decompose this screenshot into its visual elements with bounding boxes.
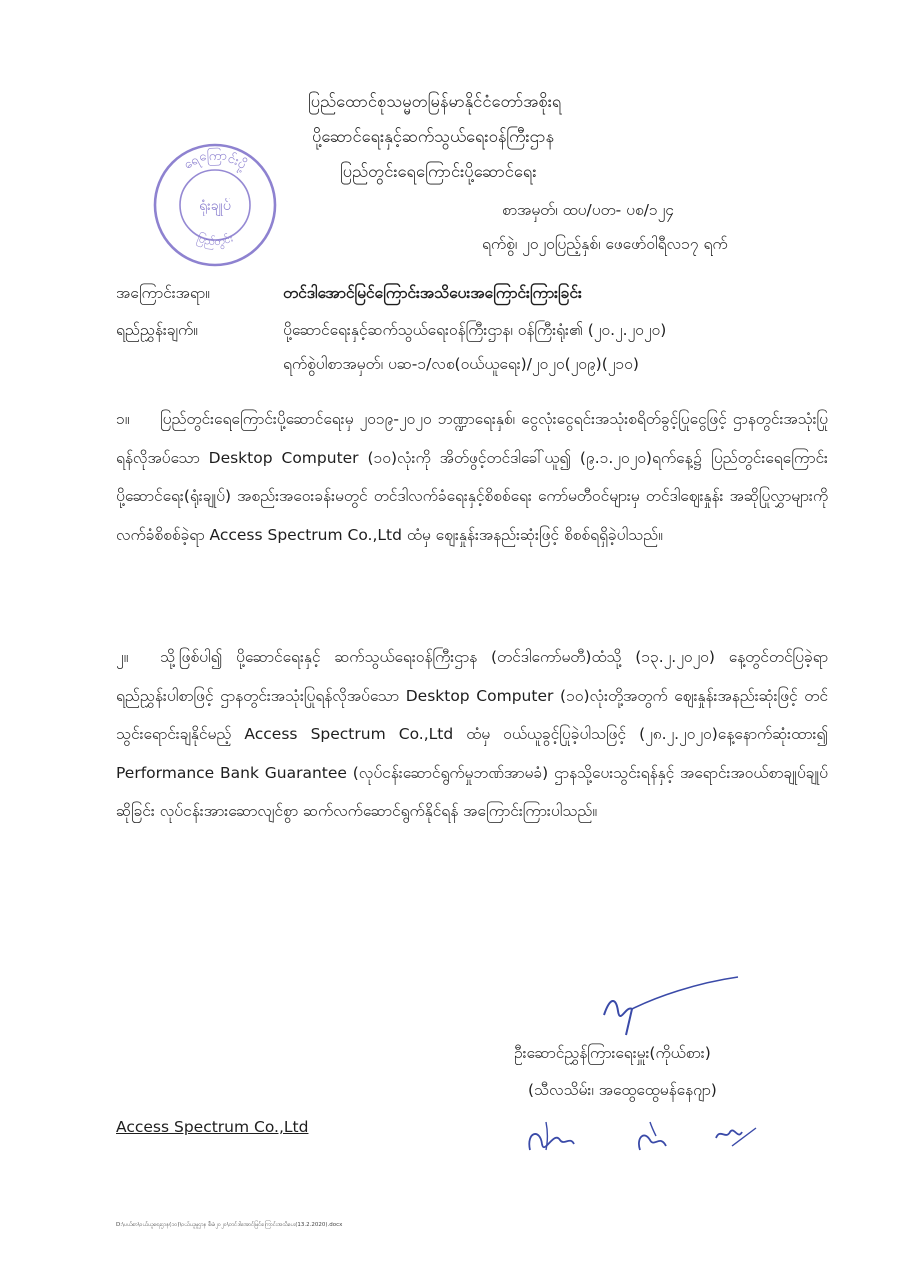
paragraph-number: ၂။	[116, 648, 129, 666]
office-stamp	[150, 140, 280, 270]
paragraph-text: သို့ဖြစ်ပါ၍ ပို့ဆောင်ရေးနှင့် ဆက်သွယ်ရေးဝန်ကြီးဌာန (တင်ဒါကော်မတီ)ထံသို့ (၁၃.၂.၂၀၂၀) နေ့တွင်တင်ပြခဲ့ရာရည်ညွှန်းပါစာဖြင့် ဌာနတွင်းအသုံးပြုရန်လိုအပ်သော Desktop Computer (၁၀)လုံးတို့အတွက် ဈေးနှုန်းအနည်းဆုံးဖြင့် တင်သွင်းရောင်းချနိုင်မည့် Access Spectrum Co.,Ltd ထံမှ ဝယ်ယူခွင့်ပြုခဲ့ပါသဖြင့် (၂၈.၂.၂၀၂၀)နေ့နောက်ဆုံးထား၍ Performance Bank Guarantee (လုပ်ငန်းဆောင်ရွက်မှုဘဏ်အာမခံ) ဌာနသို့ပေးသွင်းရန်နှင့် အရောင်းအဝယ်စာချုပ်ချုပ်ဆိုခြင်း လုပ်ငန်းအားဆောလျင်စွာ ဆက်လက်ဆောင်ရွက်နိုင်ရန် အကြောင်းကြားပါသည်။	[116, 648, 828, 820]
paragraph-number: ၁။	[116, 410, 130, 428]
handwritten-initials	[520, 1110, 780, 1170]
reference-line-1: ပို့ဆောင်ရေးနှင့်ဆက်သွယ်ရေးဝန်ကြီးဌာန၊ ဝန်ကြီးရုံး၏ (၂၀.၂.၂၀၂၀)	[283, 321, 667, 339]
letterhead-line-2: ပို့ဆောင်ရေးနှင့်ဆက်သွယ်ရေးဝန်ကြီးဌာန	[312, 127, 554, 146]
recipient-company: Access Spectrum Co.,Ltd	[116, 1118, 309, 1136]
handwritten-signature	[596, 975, 746, 1045]
reference-line-2: ရက်စွဲပါစာအမှတ်၊ ပဆ-၁/လစ(ဝယ်ယူရေး)/၂၀၂၀(၂၀၉)(၂၁၀)	[283, 355, 639, 373]
letter-date: ရက်စွဲ၊ ၂၀၂၀ပြည့်နှစ်၊ ဖေဖော်ဝါရီလ၁၇ ရက်	[482, 235, 728, 253]
subject-text: တင်ဒါအောင်မြင်ကြောင်းအသိပေးအကြောင်းကြားခြင်း	[283, 284, 582, 302]
letter-number: စာအမှတ်၊ ထပ/ပတ- ပစ/၁၂၄	[502, 201, 674, 219]
paragraph-text: ပြည်တွင်းရေကြောင်းပို့ဆောင်ရေးမှ ၂၀၁၉-၂၀၂၀ ဘဏ္ဍာရေးနှစ်၊ ငွေလုံးငွေရင်းအသုံးစရိတ်ခွင့်ပြုငွေဖြင့် ဌာနတွင်းအသုံးပြုရန်လိုအပ်သော Desktop Computer (၁၀)လုံးကို အိတ်ဖွင့်တင်ဒါခေါ်ယူ၍ (၉.၁.၂၀၂၀)ရက်နေ့၌ ပြည်တွင်းရေကြောင်းပို့ဆောင်ရေး(ရုံးချုပ်) အစည်းအဝေးခန်းမတွင် တင်ဒါလက်ခံရေးနှင့်စိစစ်ရေး ကော်မတီဝင်များမှ တင်ဒါဈေးနှုန်း အဆိုပြုလွှာများကို လက်ခံစိစစ်ခဲ့ရာ Access Spectrum Co.,Ltd ထံမှ ဈေးနှုန်းအနည်းဆုံးဖြင့် စိစစ်ရရှိခဲ့ပါသည်။	[116, 410, 828, 544]
letterhead-line-3: ပြည်တွင်းရေကြောင်းပို့ဆောင်ရေး	[340, 162, 537, 181]
stamp-top-text: ရေကြောင်းပို့	[181, 148, 250, 173]
subject-label: အကြောင်းအရာ။	[116, 284, 210, 302]
paragraph-2	[116, 638, 828, 831]
stamp-bottom-text: ပြည်တွင်း	[195, 231, 235, 249]
reference-label: ရည်ညွှန်းချက်။	[116, 321, 198, 339]
signatory-title: ဦးဆောင်ညွှန်ကြားရေးမှူး(ကိုယ်စား)	[514, 1044, 711, 1062]
letterhead-line-1: ပြည်ထောင်စုသမ္မတမြန်မာနိုင်ငံတော်အစိုးရ	[308, 92, 562, 111]
stamp-center-text: ရုံးချုပ်	[199, 198, 231, 214]
footer-file-path: D:\ပယ်စာ\ဝယ်ယူရေးဌာန(၁၀)\ဝယ်ယူမှုဌာန စီမံ၊၂၀၂၀\တင်ဒါအောင်မြင်ကြောင်းအသိပေး(13.2.2020).docx	[116, 1222, 343, 1228]
svg-text:ပြည်တွင်း	[195, 230, 235, 250]
signatory-name: (သီလသိမ်း၊ အထွေထွေမန်နေဂျာ)	[528, 1081, 717, 1099]
paragraph-1	[116, 400, 828, 554]
